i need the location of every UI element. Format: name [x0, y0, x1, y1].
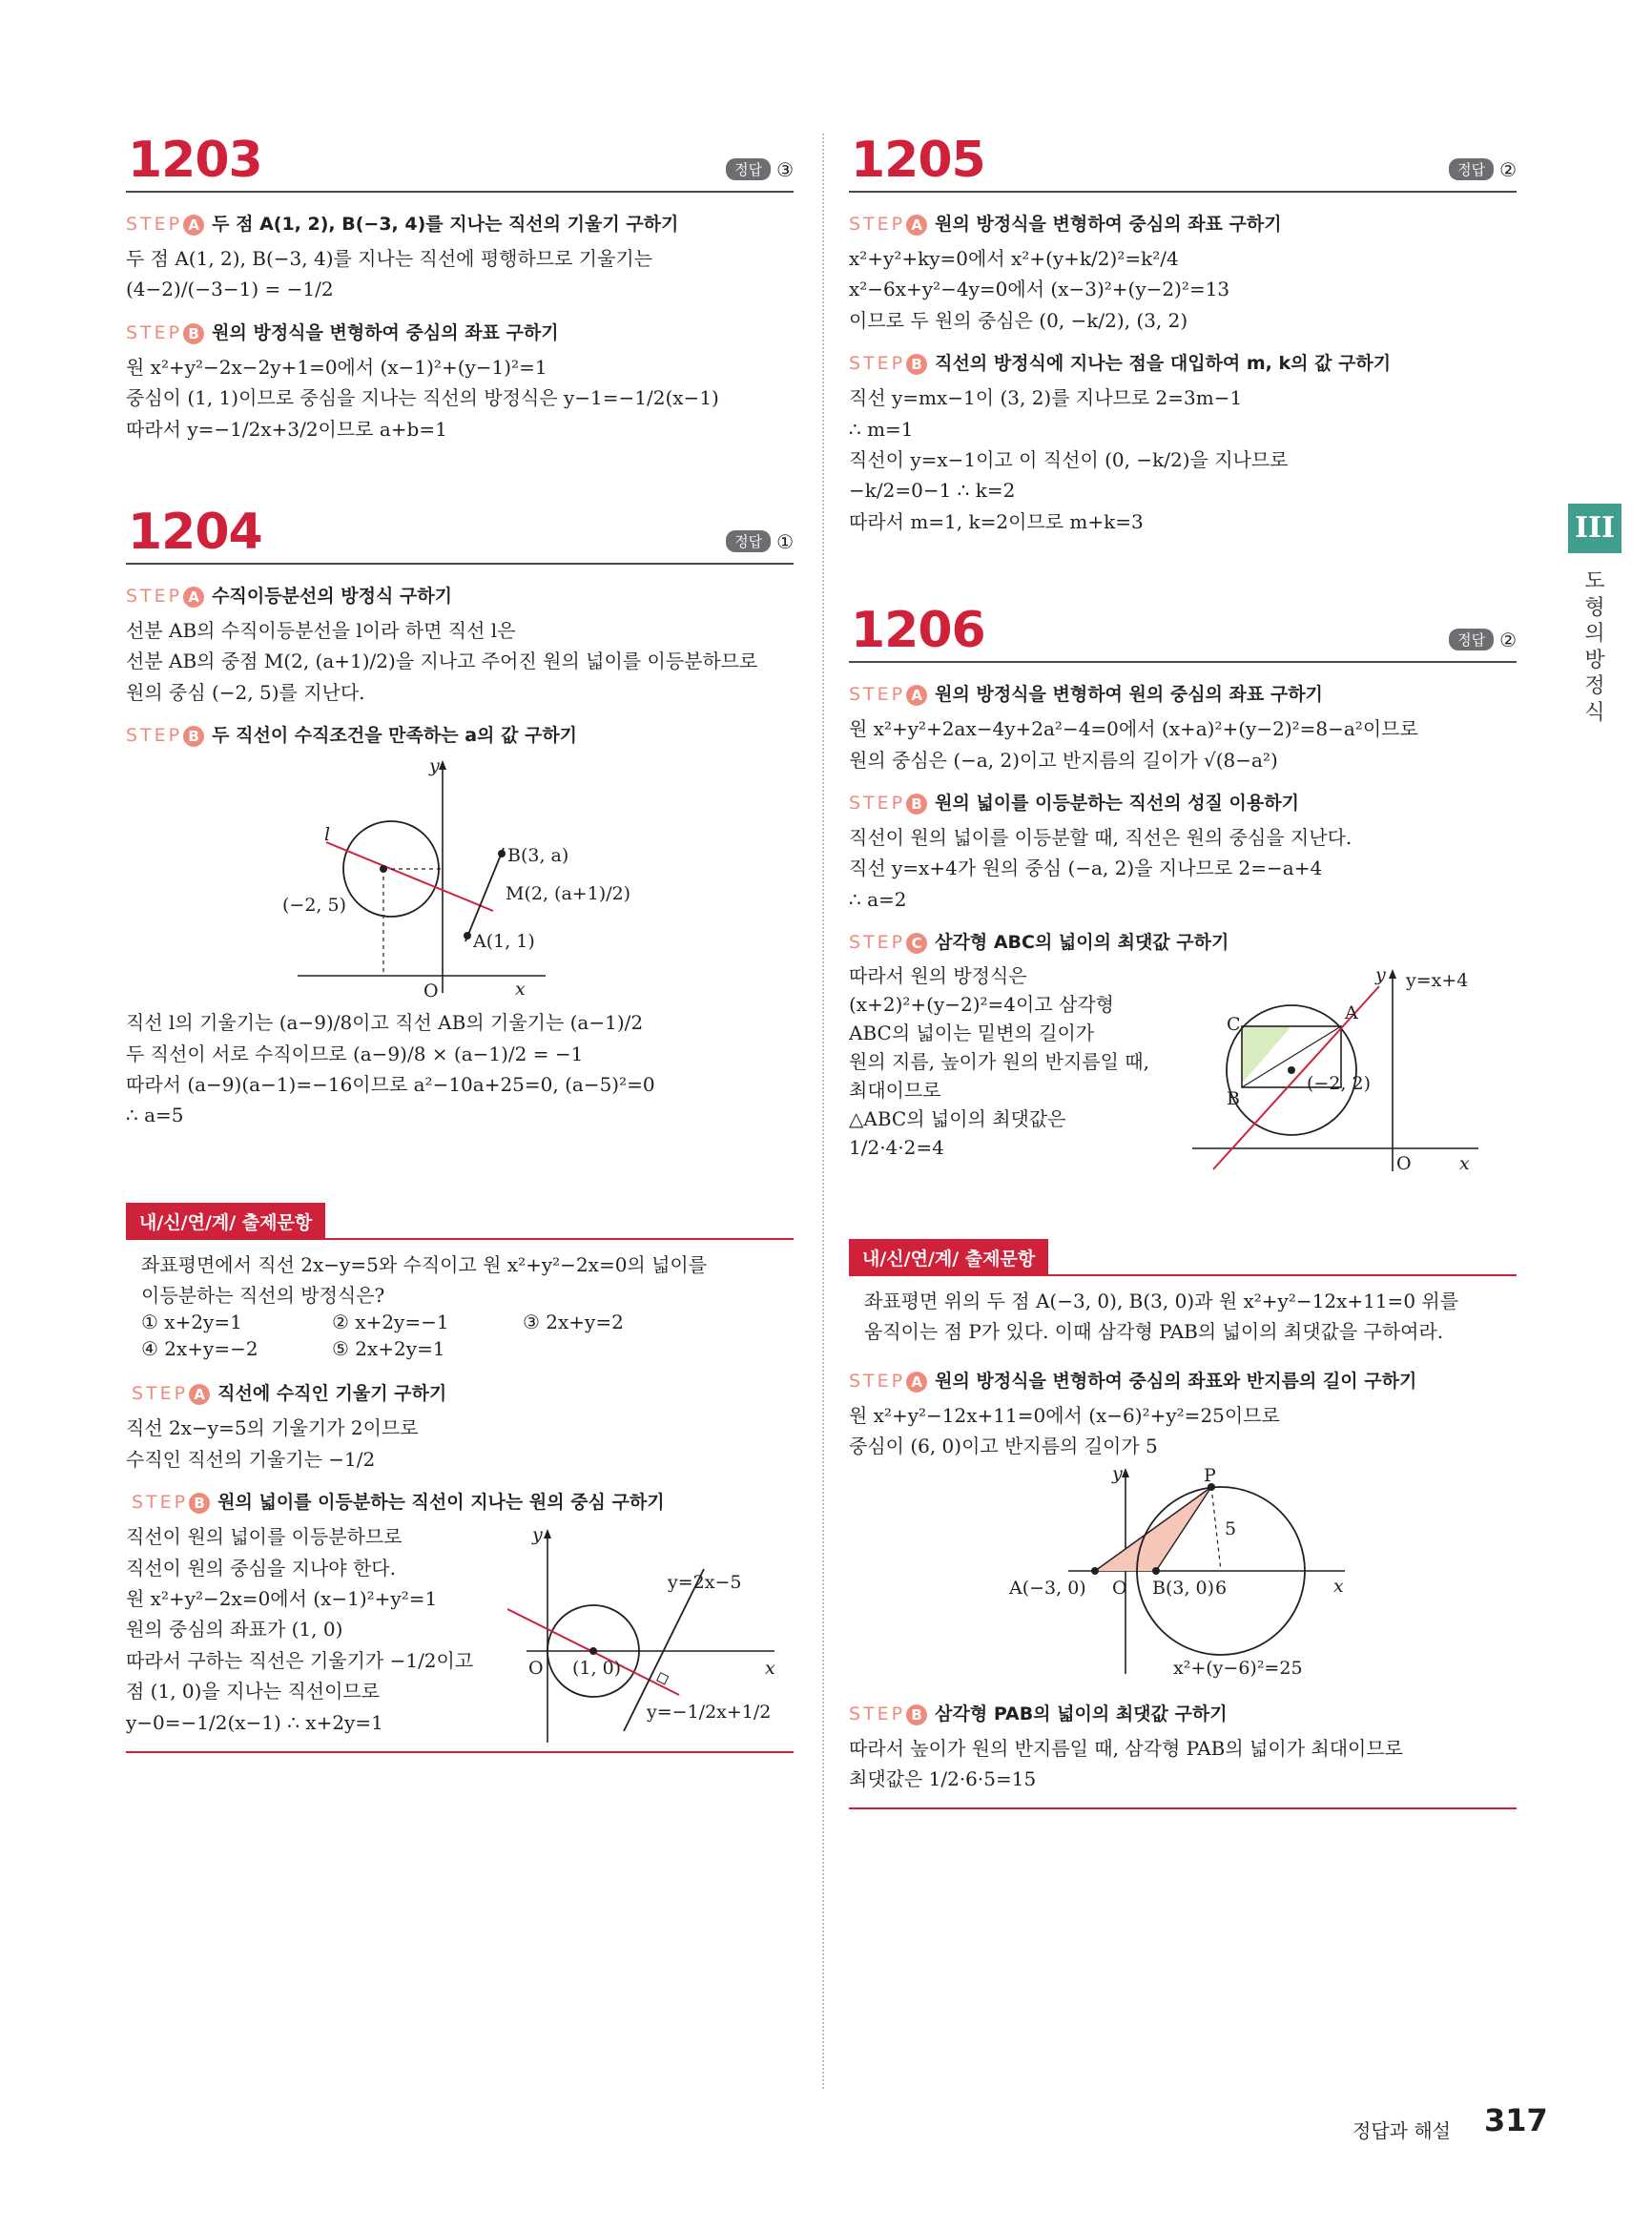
step-title: 직선의 방정식에 지나는 점을 대입하여 m, k의 값 구하기 — [935, 353, 1392, 375]
step-letter-b-icon: B — [183, 323, 204, 344]
problem-number: 1203 — [128, 132, 262, 189]
label-five: 5 — [1225, 1518, 1237, 1539]
step-tag: STEP — [126, 214, 183, 235]
solution-with-figure — [126, 1521, 794, 1738]
text-line: △ABC의 넓이의 최댓값은 — [849, 1107, 1066, 1131]
line-label-2: y=−1/2x+1/2 — [647, 1702, 772, 1724]
point-b — [1152, 1567, 1160, 1575]
point-a — [1091, 1567, 1099, 1575]
figure-related-2 — [849, 1462, 1517, 1682]
choice-2: ② x+2y=−1 — [332, 1311, 449, 1334]
related-problem-body — [126, 1240, 794, 1367]
answer — [1449, 629, 1517, 651]
end-rule — [849, 1807, 1517, 1809]
choice-3: ③ 2x+y=2 — [523, 1311, 624, 1334]
text-line: x²−6x+y²−4y=0에서 (x−3)²+(y−2)²=13 — [849, 278, 1230, 301]
left-column — [126, 124, 794, 1753]
answer-value: ② — [1499, 158, 1517, 181]
text-line: 따라서 m=1, k=2이므로 m+k=3 — [849, 509, 1144, 533]
step-b — [849, 1700, 1517, 1725]
problem-header — [126, 496, 794, 565]
radius-dashed — [1211, 1487, 1221, 1571]
y-axis-arrow-icon — [439, 760, 446, 770]
point-label-a: A — [1345, 1002, 1358, 1024]
point-label-a: A(−3, 0) — [1009, 1577, 1086, 1599]
text-line: 원 x²+y²−12x+11=0에서 (x−6)²+y²=25이므로 — [849, 1403, 1280, 1427]
axis-label-y: y — [429, 755, 440, 777]
origin-label: O — [423, 981, 439, 1002]
text-line: 원의 중심의 좌표가 (1, 0) — [126, 1618, 343, 1642]
figure-1204 — [126, 754, 794, 1002]
y-axis-arrow-icon — [1122, 1468, 1129, 1477]
end-rule — [126, 1751, 794, 1753]
step-title: 직선에 수직인 기울기 구하기 — [217, 1383, 447, 1405]
step-tag: STEP — [849, 1703, 906, 1724]
text-line: −k/2=0−1 ∴ k=2 — [849, 479, 1016, 503]
step-letter-a-icon: A — [189, 1384, 210, 1405]
solution-with-figure — [849, 961, 1517, 1175]
line-l — [326, 842, 493, 911]
point-label-b: B(3, a) — [507, 845, 569, 867]
problem-header — [849, 594, 1517, 663]
point-b — [498, 850, 506, 857]
step-b — [849, 789, 1517, 815]
axis-label-y: y — [532, 1524, 543, 1546]
step-title: 삼각형 PAB의 넓이의 최댓값 구하기 — [935, 1703, 1228, 1724]
problem-1205 — [849, 124, 1517, 537]
problem-1206 — [849, 594, 1517, 1175]
answer-badge: 정답 — [1449, 158, 1494, 180]
figure-1206 — [1192, 961, 1517, 1181]
answer-value: ② — [1499, 629, 1517, 652]
question-line: 좌표평면 위의 두 점 A(−3, 0), B(3, 0)과 원 x²+y²−12x+11=0 위를 — [864, 1290, 1459, 1313]
axis-label-x: x — [765, 1658, 775, 1680]
axis-label-y: y — [1375, 964, 1386, 986]
step-letter-b-icon: B — [183, 726, 204, 747]
text-line: 원 x²+y²+2ax−4y+2a²−4=0에서 (x+a)²+(y−2)²=8−a²이므로 — [849, 717, 1418, 741]
text-line: (x+2)²+(y−2)²=4이고 삼각형 — [849, 993, 1114, 1017]
step-a — [849, 210, 1517, 236]
text-line: 원의 중심 (−2, 5)를 지난다. — [126, 680, 365, 704]
related-problem-header — [849, 1232, 1517, 1276]
chapter-title: 도형의 방정식 — [1584, 569, 1605, 725]
step-letter-a-icon: A — [906, 685, 927, 706]
answer — [726, 530, 794, 553]
step-a — [132, 1379, 794, 1405]
text-line: 두 직선이 서로 수직이므로 (a−9)/8 × (a−1)/2 = −1 — [126, 1042, 584, 1065]
related-problem-label: 내/신/연/계/ 출제문항 — [849, 1239, 1048, 1276]
label-six: 6 — [1215, 1577, 1228, 1599]
text-line: 직선이 y=x−1이고 이 직선이 (0, −k/2)을 지나므로 — [849, 447, 1289, 471]
origin-label: O — [1396, 1153, 1412, 1175]
segment-ab — [465, 848, 504, 941]
text-line: 따라서 (a−9)(a−1)=−16이므로 a²−10a+25=0, (a−5)²=0 — [126, 1072, 655, 1096]
text-line: 원의 중심은 (−a, 2)이고 반지름의 길이가 √(8−a²) — [849, 748, 1278, 772]
line-label: y=x+4 — [1406, 970, 1469, 992]
step-letter-b-icon: B — [189, 1493, 210, 1514]
text-line: 직선이 원의 중심을 지나야 한다. — [126, 1556, 396, 1580]
related-problem-body — [849, 1276, 1517, 1353]
step-a — [126, 210, 794, 236]
related-problem-1 — [126, 1196, 794, 1753]
center-label: (−2, 2) — [1307, 1073, 1372, 1095]
problem-header — [126, 124, 794, 193]
step-letter-a-icon: A — [906, 1372, 927, 1393]
problem-1204 — [126, 496, 794, 1131]
text-line: 따라서 원의 방정식은 — [849, 964, 1027, 988]
step-title: 원의 방정식을 변형하여 중심의 좌표와 반지름의 길이 구하기 — [935, 1370, 1417, 1392]
text-line: 두 점 A(1, 2), B(−3, 4)를 지나는 직선에 평행하므로 기울기는 — [126, 247, 653, 270]
choice-4: ④ 2x+y=−2 — [141, 1337, 258, 1361]
step-a — [849, 1367, 1517, 1393]
line-label-l: l — [324, 824, 331, 846]
text-line: 따라서 y=−1/2x+3/2이므로 a+b=1 — [126, 417, 447, 441]
figure-related-1 — [507, 1521, 794, 1750]
text-line: 최댓값은 1/2·6·5=15 — [849, 1767, 1037, 1791]
text-line: 직선 y=x+4가 원의 중심 (−a, 2)을 지나므로 2=−a+4 — [849, 857, 1323, 880]
text-line: 점 (1, 0)을 지나는 직선이므로 — [126, 1680, 381, 1703]
question-line: 좌표평면에서 직선 2x−y=5와 수직이고 원 x²+y²−2x=0의 넓이를 — [141, 1252, 708, 1276]
answer-badge: 정답 — [726, 158, 771, 180]
origin-label: O — [1112, 1577, 1127, 1599]
answer-badge: 정답 — [726, 530, 771, 552]
step-title: 두 직선이 수직조건을 만족하는 a의 값 구하기 — [212, 725, 578, 747]
step-title: 원의 방정식을 변형하여 중심의 좌표 구하기 — [212, 321, 559, 343]
text-line: ∴ a=2 — [849, 887, 907, 911]
step-tag: STEP — [849, 214, 906, 235]
choices — [141, 1311, 794, 1360]
center-label: (1, 0) — [572, 1658, 622, 1680]
text-line: 직선이 원의 넓이를 이등분할 때, 직선은 원의 중심을 지난다. — [849, 825, 1353, 849]
answer — [726, 158, 794, 181]
choice-1: ① x+2y=1 — [141, 1311, 242, 1334]
problem-number: 1204 — [128, 503, 262, 561]
text-line: ∴ a=5 — [126, 1104, 184, 1127]
question-line: 이등분하는 직선의 방정식은? — [141, 1284, 385, 1308]
chapter-tab: III — [1568, 504, 1621, 553]
answer-value: ① — [776, 529, 794, 553]
step-letter-a-icon: A — [183, 587, 204, 608]
footer-label: 정답과 해설 — [1353, 2119, 1451, 2142]
y-axis-arrow-icon — [1389, 969, 1396, 979]
question-line: 움직이는 점 P가 있다. 이때 삼각형 PAB의 넓이의 최댓값을 구하여라. — [864, 1320, 1444, 1344]
circle-equation-label: x²+(y−6)²=25 — [1173, 1657, 1303, 1679]
text-line: y−0=−1/2(x−1) ∴ x+2y=1 — [126, 1710, 383, 1734]
step-tag: STEP — [849, 792, 906, 814]
step-tag: STEP — [132, 1383, 189, 1405]
text-line: 중심이 (6, 0)이고 반지름의 길이가 5 — [849, 1435, 1158, 1458]
text-line: ∴ m=1 — [849, 417, 914, 441]
step-tag: STEP — [126, 725, 183, 747]
answer-badge: 정답 — [1449, 629, 1494, 650]
related-problem-header — [126, 1196, 794, 1240]
axis-label-x: x — [1333, 1575, 1344, 1597]
step-b — [849, 349, 1517, 375]
step-b — [126, 721, 794, 747]
step-tag: STEP — [849, 684, 906, 706]
point-label-b: B — [1227, 1088, 1240, 1110]
axis-label-x: x — [515, 979, 526, 1001]
step-letter-b-icon: B — [906, 354, 927, 375]
triangle-fill — [1242, 1026, 1291, 1084]
step-tag: STEP — [849, 932, 906, 954]
step-a — [849, 680, 1517, 706]
point-a — [464, 932, 471, 939]
step-title: 원의 방정식을 변형하여 중심의 좌표 구하기 — [935, 214, 1282, 235]
step-letter-a-icon: A — [906, 215, 927, 236]
problem-header — [849, 124, 1517, 193]
point-label-a: A(1, 1) — [473, 931, 535, 953]
choice-5: ⑤ 2x+2y=1 — [332, 1337, 445, 1361]
column-divider — [822, 134, 824, 2089]
right-angle-mark — [657, 1673, 669, 1684]
step-title: 원의 넓이를 이등분하는 직선의 성질 이용하기 — [935, 792, 1299, 814]
step-c — [849, 928, 1517, 954]
step-a — [126, 582, 794, 608]
step-tag: STEP — [849, 1370, 906, 1392]
right-column — [849, 124, 1517, 1809]
line-label-1: y=2x−5 — [668, 1572, 742, 1594]
step-letter-a-icon: A — [183, 215, 204, 236]
center-point — [589, 1647, 597, 1655]
text-line: 이므로 두 원의 중심은 (0, −k/2), (3, 2) — [849, 308, 1188, 332]
y-axis-arrow-icon — [544, 1529, 551, 1538]
text-line: 1/2·4·2=4 — [849, 1136, 944, 1160]
text-line: 따라서 높이가 원의 반지름일 때, 삼각형 PAB의 넓이가 최대이므로 — [849, 1736, 1403, 1760]
step-tag: STEP — [126, 321, 183, 343]
step-b — [132, 1488, 794, 1514]
related-problem-2 — [849, 1232, 1517, 1809]
answer — [1449, 158, 1517, 181]
point-label-b: B(3, 0) — [1152, 1577, 1215, 1599]
text-line: (4−2)/(−3−1) = −1/2 — [126, 278, 334, 301]
axis-label-y: y — [1112, 1462, 1123, 1484]
text-line: 원의 지름, 높이가 원의 반지름일 때, — [849, 1050, 1149, 1074]
text-line: x²+y²+ky=0에서 x²+(y+k/2)²=k²/4 — [849, 247, 1179, 270]
text-line: 중심이 (1, 1)이므로 중심을 지나는 직선의 방정식은 y−1=−1/2(x−1) — [126, 386, 719, 410]
step-letter-b-icon: B — [906, 794, 927, 815]
step-tag: STEP — [126, 585, 183, 607]
step-title: 두 점 A(1, 2), B(−3, 4)를 지나는 직선의 기울기 구하기 — [212, 214, 679, 235]
text-line: 원 x²+y²−2x=0에서 (x−1)²+y²=1 — [126, 1587, 438, 1611]
axis-label-x: x — [1459, 1153, 1470, 1175]
center-point — [380, 865, 387, 873]
text-line: 수직인 직선의 기울기는 −1/2 — [126, 1447, 376, 1471]
answer-value: ③ — [776, 158, 794, 181]
center-label: (−2, 5) — [282, 895, 347, 917]
text-line: 직선 l의 기울기는 (a−9)/8이고 직선 AB의 기울기는 (a−1)/2 — [126, 1011, 644, 1035]
text-line: 선분 AB의 수직이등분선을 l이라 하면 직선 l은 — [126, 618, 516, 642]
problem-number: 1206 — [851, 602, 985, 660]
step-letter-b-icon: B — [906, 1704, 927, 1725]
step-tag: STEP — [849, 353, 906, 375]
point-label-p: P — [1204, 1464, 1216, 1486]
point-label-m: M(2, (a+1)/2) — [506, 883, 631, 905]
step-title: 수직이등분선의 방정식 구하기 — [212, 585, 452, 607]
related-problem-label: 내/신/연/계/ 출제문항 — [126, 1203, 325, 1240]
step-tag: STEP — [132, 1492, 189, 1514]
text-line: 직선 2x−y=5의 기울기가 2이므로 — [126, 1416, 419, 1440]
text-line: 원 x²+y²−2x−2y+1=0에서 (x−1)²+(y−1)²=1 — [126, 355, 547, 379]
point-label-c: C — [1227, 1014, 1241, 1036]
center-point — [1288, 1066, 1295, 1074]
page-number: 317 — [1484, 2102, 1548, 2138]
text-line: 직선이 원의 넓이를 이등분하므로 — [126, 1525, 403, 1549]
text-line: ABC의 넓이는 밑변의 길이가 — [849, 1022, 1095, 1045]
text-line: 선분 AB의 중점 M(2, (a+1)/2)을 지나고 주어진 원의 넓이를 이등분하므로 — [126, 650, 758, 673]
text-line: 최대이므로 — [849, 1079, 941, 1103]
step-title: 삼각형 ABC의 넓이의 최댓값 구하기 — [935, 932, 1229, 954]
step-title: 원의 방정식을 변형하여 원의 중심의 좌표 구하기 — [935, 684, 1323, 706]
text-line: 직선 y=mx−1이 (3, 2)를 지나므로 2=3m−1 — [849, 386, 1243, 410]
step-letter-c-icon: C — [906, 933, 927, 954]
origin-label: O — [528, 1658, 544, 1680]
step-b — [126, 319, 794, 344]
step-title: 원의 넓이를 이등분하는 직선이 지나는 원의 중심 구하기 — [217, 1492, 665, 1514]
problem-number: 1205 — [851, 132, 985, 189]
problem-1203 — [126, 124, 794, 444]
text-line: 따라서 구하는 직선은 기울기가 −1/2이고 — [126, 1648, 474, 1672]
